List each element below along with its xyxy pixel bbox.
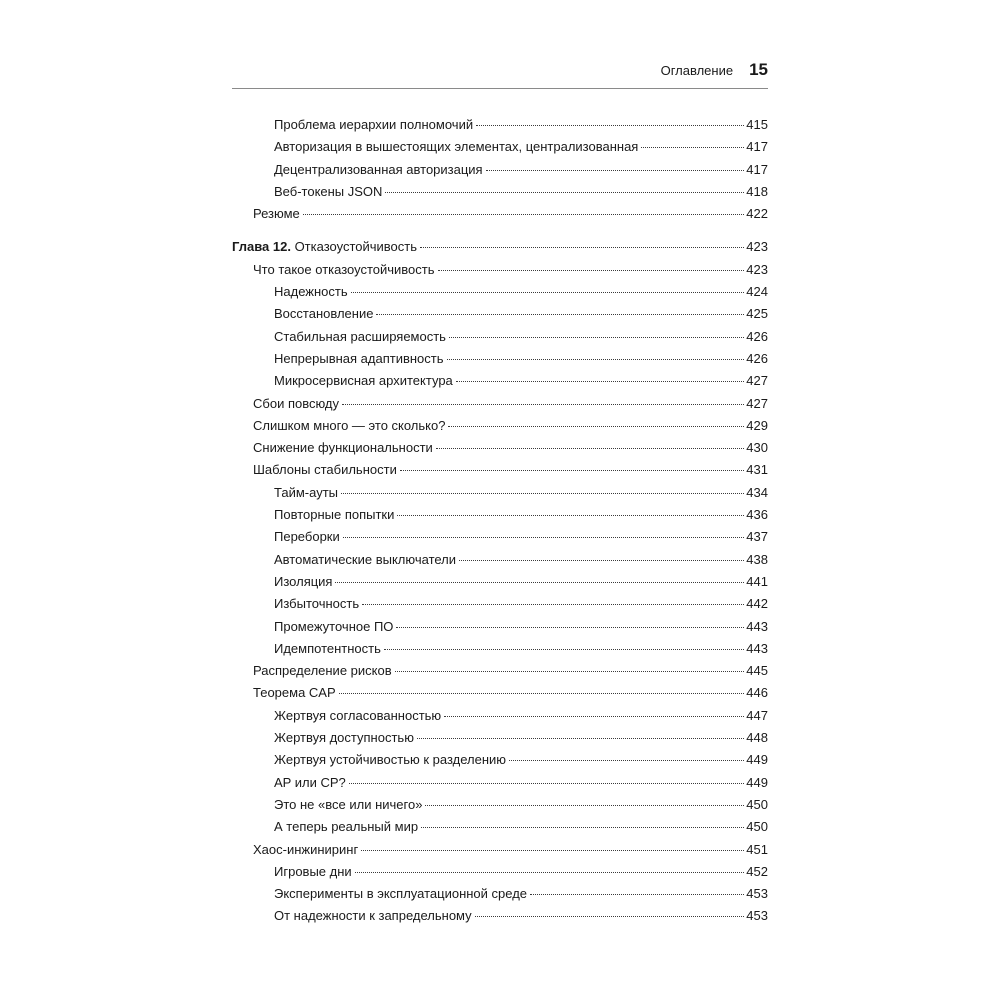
dot-leader (420, 247, 744, 248)
dot-leader (449, 337, 744, 338)
toc-entry-title (274, 114, 473, 136)
toc-entry-text: Слишком много — это сколько? (253, 417, 446, 433)
toc-entry-text: Автоматические выключатели (274, 551, 457, 567)
toc-entry-page: 429 (746, 417, 768, 433)
toc-entry (232, 861, 768, 883)
toc-entry-page: 450 (746, 796, 768, 812)
toc-entry-page: 452 (746, 863, 768, 879)
toc-entry-title (274, 794, 422, 816)
toc-entry-title (274, 326, 446, 348)
toc-entry-page: 441 (746, 573, 768, 589)
toc-entry-page: 418 (746, 183, 768, 199)
dot-leader (486, 170, 745, 171)
toc-entry-page: 427 (746, 373, 768, 389)
toc-entry (232, 303, 768, 325)
toc-entry-text: Авторизация в вышестоящих элементах, централизованная (274, 139, 639, 155)
toc-entry-page: 447 (746, 707, 768, 723)
dot-leader (351, 292, 745, 293)
toc-entry (232, 504, 768, 526)
toc-entry-title (274, 549, 456, 571)
dot-leader (362, 604, 744, 605)
toc-entry-page: 443 (746, 618, 768, 634)
toc-entry-title (274, 861, 352, 883)
toc-entry-text: Надежность (274, 284, 348, 300)
toc-entry-text: Идемпотентность (274, 640, 381, 656)
toc-entry-page: 427 (746, 395, 768, 411)
toc-entry (232, 638, 768, 660)
dot-leader (456, 381, 745, 382)
toc-entry-page: 417 (746, 139, 768, 155)
toc-entry-text: Жертвуя доступностью (274, 730, 414, 746)
dot-leader (341, 493, 744, 494)
toc-entry-title (253, 393, 339, 415)
toc-entry (232, 816, 768, 838)
running-header-title: Оглавление (660, 63, 734, 78)
dot-leader (425, 805, 744, 806)
toc-entry-title (274, 749, 506, 771)
dot-leader (530, 894, 744, 895)
dot-leader (396, 627, 744, 628)
dot-leader (421, 827, 744, 828)
toc-entry (232, 370, 768, 392)
toc-entry (232, 259, 768, 281)
toc-entry-title (253, 660, 392, 682)
toc-entry-title (274, 905, 472, 927)
toc-entry-page: 425 (746, 306, 768, 322)
toc-entry-page: 449 (746, 774, 768, 790)
toc-entry-text: Децентрализованная авторизация (274, 161, 483, 177)
toc-entry (232, 136, 768, 158)
toc-entry-title (253, 203, 300, 225)
running-header (232, 60, 768, 86)
dot-leader (339, 693, 745, 694)
toc-entry (232, 159, 768, 181)
toc-entry (232, 459, 768, 481)
toc-entry (232, 415, 768, 437)
dot-leader (641, 147, 744, 148)
toc-entry-page: 423 (746, 239, 768, 255)
toc-entry-text: Непрерывная адаптивность (274, 350, 444, 366)
toc-entry-title (274, 136, 638, 158)
header-rule (232, 88, 768, 89)
toc-entry-page: 424 (746, 284, 768, 300)
toc-entry-title (274, 883, 527, 905)
dot-leader (417, 738, 744, 739)
toc-entry-page: 430 (746, 440, 768, 456)
toc-entry-title (274, 504, 394, 526)
dot-leader (447, 359, 745, 360)
toc-entry-page: 448 (746, 730, 768, 746)
dot-leader (361, 850, 744, 851)
toc-entry-text: Теорема CAP (253, 685, 336, 701)
toc-entry-page: 423 (746, 261, 768, 277)
toc-entry-title (274, 159, 483, 181)
toc-entry-text: AP или CP? (274, 774, 346, 790)
dot-leader (436, 448, 745, 449)
toc-entry-page: 442 (746, 596, 768, 612)
toc-entry-title (274, 482, 338, 504)
toc-entry-title (253, 437, 433, 459)
table-of-contents (232, 114, 768, 928)
dot-leader (476, 125, 744, 126)
dot-leader (349, 783, 745, 784)
toc-entry-page: 449 (746, 752, 768, 768)
toc-entry-page: 426 (746, 350, 768, 366)
toc-entry-text: Повторные попытки (274, 507, 395, 523)
toc-entry (232, 616, 768, 638)
toc-entry (232, 682, 768, 704)
toc-entry (232, 437, 768, 459)
dot-leader (448, 426, 744, 427)
toc-entry (232, 772, 768, 794)
toc-entry-page: 453 (746, 886, 768, 902)
toc-entry (232, 393, 768, 415)
toc-entry-text: Веб-токены JSON (274, 183, 383, 199)
toc-entry (232, 281, 768, 303)
toc-entry-text: Переборки (274, 529, 340, 545)
toc-entry-text: Восстановление (274, 306, 374, 322)
toc-entry-title (253, 415, 445, 437)
toc-entry (232, 705, 768, 727)
dot-leader (376, 314, 744, 315)
toc-entry (232, 482, 768, 504)
toc-entry-title (274, 816, 418, 838)
dot-leader (335, 582, 744, 583)
toc-entry-title (274, 526, 340, 548)
toc-entry (232, 203, 768, 225)
toc-entry-page: 445 (746, 663, 768, 679)
toc-entry-title (274, 181, 382, 203)
toc-entry-text: От надежности к запредельному (274, 908, 472, 924)
dot-leader (384, 649, 744, 650)
toc-entry-text: Что такое отказоустойчивость (253, 261, 435, 277)
dot-leader (438, 270, 745, 271)
toc-entry-text: Хаос-инжиниринг (253, 841, 359, 857)
dot-leader (342, 404, 744, 405)
toc-entry-text: Эксперименты в эксплуатационной среде (274, 886, 528, 902)
toc-entry-page: 431 (746, 462, 768, 478)
dot-leader (343, 537, 745, 538)
dot-leader (400, 470, 744, 471)
toc-entry-page: 426 (746, 328, 768, 344)
toc-entry-text: Это не «все или ничего» (274, 796, 423, 812)
toc-entry-page: 434 (746, 484, 768, 500)
toc-entry (232, 181, 768, 203)
toc-entry (232, 593, 768, 615)
toc-entry-text: Жертвуя согласованностью (274, 707, 442, 723)
toc-entry-title (274, 638, 381, 660)
toc-entry-title (253, 259, 435, 281)
toc-entry (232, 749, 768, 771)
toc-entry-title (274, 705, 441, 727)
dot-leader (444, 716, 744, 717)
dot-leader (303, 214, 745, 215)
toc-entry-text: Тайм-ауты (274, 484, 338, 500)
toc-entry-title (274, 281, 348, 303)
toc-entry-text: Жертвуя устойчивостью к разделению (274, 752, 507, 768)
dot-leader (355, 872, 745, 873)
toc-entry-page: 422 (746, 206, 768, 222)
toc-entry-text: Распределение рисков (253, 663, 392, 679)
toc-entry-title (274, 772, 346, 794)
toc-entry-title (274, 593, 359, 615)
toc-entry-text: Игровые дни (274, 863, 352, 879)
toc-entry-title (274, 370, 453, 392)
dot-leader (475, 916, 745, 917)
toc-entry (232, 839, 768, 861)
toc-entry-text: Проблема иерархии полномочий (274, 117, 474, 132)
toc-entry-text: Снижение функциональности (253, 440, 433, 456)
toc-entry (232, 348, 768, 370)
dot-leader (385, 192, 744, 193)
toc-entry-text: Микросервисная архитектура (274, 373, 453, 389)
toc-entry-page: 450 (746, 819, 768, 835)
toc-entry (232, 660, 768, 682)
toc-entry-page: 415 (746, 117, 768, 132)
toc-entry-title (232, 236, 417, 258)
toc-entry-text: Резюме (253, 206, 300, 222)
toc-entry (232, 727, 768, 749)
toc-entry-page: 451 (746, 841, 768, 857)
toc-entry-page: 443 (746, 640, 768, 656)
toc-entry (232, 905, 768, 927)
toc-entry (232, 549, 768, 571)
toc-entry (232, 571, 768, 593)
toc-entry-page: 417 (746, 161, 768, 177)
toc-entry-title (253, 839, 358, 861)
toc-chapter-number: Глава 12. (232, 239, 291, 255)
dot-leader (395, 671, 745, 672)
toc-entry-text: Промежуточное ПО (274, 618, 394, 634)
toc-entry-title (274, 571, 332, 593)
toc-entry-title (274, 348, 444, 370)
toc-entry (232, 794, 768, 816)
toc-entry-title (253, 459, 397, 481)
toc-entry-text: Изоляция (274, 573, 333, 589)
dot-leader (459, 560, 744, 561)
page-number: 15 (749, 60, 768, 79)
dot-leader (397, 515, 744, 516)
toc-entry-text: Избыточность (274, 596, 360, 612)
toc-entry-text: А теперь реальный мир (274, 819, 419, 835)
toc-entry-page: 436 (746, 507, 768, 523)
toc-entry-page: 437 (746, 529, 768, 545)
toc-entry-title (274, 303, 373, 325)
toc-entry-text: Шаблоны стабильности (253, 462, 397, 478)
toc-entry-title (274, 727, 414, 749)
toc-entry-title (253, 682, 336, 704)
toc-entry (232, 883, 768, 905)
toc-chapter-entry (232, 236, 768, 258)
toc-entry-text: Отказоустойчивость (290, 239, 417, 255)
dot-leader (509, 760, 744, 761)
toc-entry-page: 453 (746, 908, 768, 924)
toc-entry-page: 438 (746, 551, 768, 567)
toc-entry-text: Сбои повсюду (253, 395, 340, 411)
toc-entry-title (274, 616, 393, 638)
toc-entry (232, 526, 768, 548)
toc-entry (232, 326, 768, 348)
toc-entry-page: 446 (746, 685, 768, 701)
toc-entry (232, 114, 768, 136)
toc-entry-text: Стабильная расширяемость (274, 328, 446, 344)
